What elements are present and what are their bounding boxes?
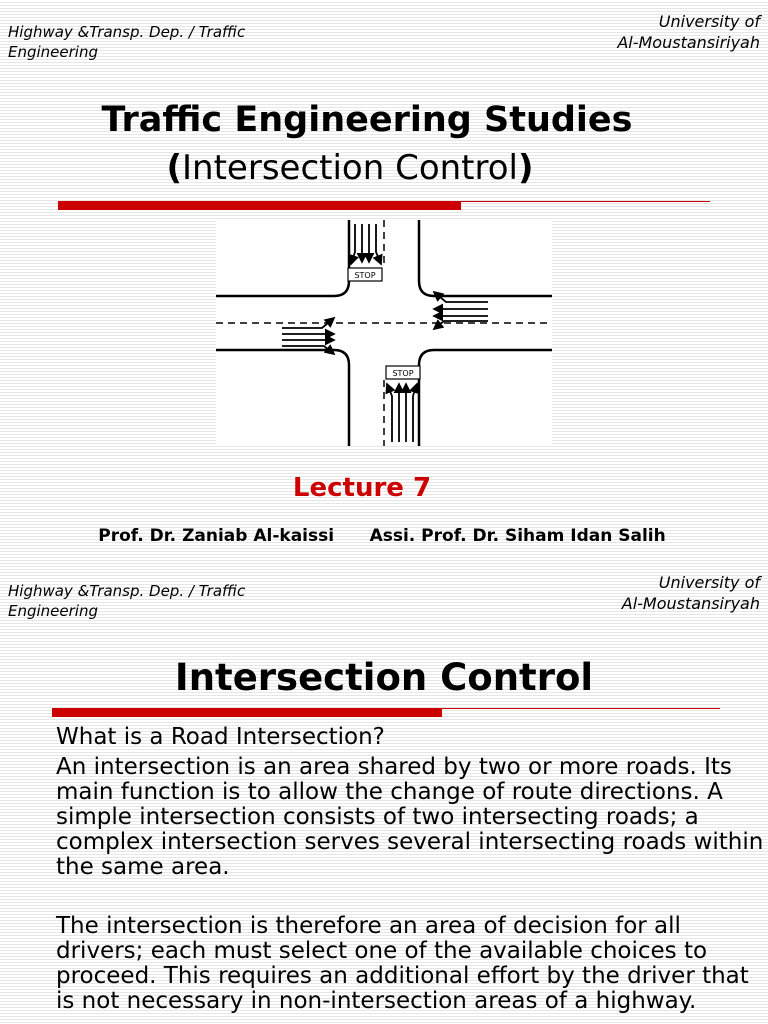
question-text: What is a Road Intersection? [56, 724, 385, 750]
author-1: Prof. Dr. Zaniab Al-kaissi [98, 526, 335, 546]
stop-sign-top-label: STOP [354, 271, 376, 280]
stop-sign-top [348, 268, 382, 281]
paragraph-definition: An intersection is an area shared by two or more roads. Its main function is to allow the change of route directions. A simple intersection consists of two intersecting roads; a complex intersection serves several intersecting roads within the same area. [56, 754, 764, 880]
subtitle-close-paren: ) [517, 148, 534, 188]
authors [72, 523, 692, 549]
title-underline-thick [52, 708, 442, 717]
header-department: Highway &Transp. Dep. / Traffic Engineering [8, 582, 246, 620]
header-university-line2: Al-Moustansiryah [621, 594, 760, 613]
stop-sign-bottom [386, 366, 420, 379]
subtitle-text: Intersection Control [182, 148, 518, 188]
slide-subtitle [0, 148, 700, 188]
header-university-line2: Al-Moustansiriyah [617, 33, 760, 52]
slide-title: Traffic Engineering Studies [101, 100, 633, 140]
header-department: Highway &Transp. Dep. / Traffic Engineering [8, 23, 246, 61]
intersection-diagram [216, 220, 552, 446]
header-university [460, 572, 760, 614]
author-2: Assi. Prof. Dr. Siham Idan Salih [369, 526, 666, 546]
title-underline-thin [461, 201, 710, 202]
slide-title: Intersection Control [174, 656, 594, 699]
lecture-number: Lecture 7 [292, 473, 432, 503]
header-university-line1: University of [658, 12, 760, 31]
header-university-line1: University of [658, 573, 760, 592]
title-underline-thick [58, 201, 461, 210]
title-underline-thin [442, 708, 720, 709]
header-university [460, 11, 760, 53]
stop-sign-bottom-label: STOP [392, 369, 414, 378]
paragraph-decision: The intersection is therefore an area of decision for all drivers; each must select one of the available choices to proceed. This requires an additional effort by the driver that is not necessary in non-intersection areas of a highway. [56, 913, 749, 1014]
subtitle-open-paren: ( [166, 148, 183, 188]
slide-2 [0, 573, 768, 1024]
diagram-background [216, 220, 552, 446]
